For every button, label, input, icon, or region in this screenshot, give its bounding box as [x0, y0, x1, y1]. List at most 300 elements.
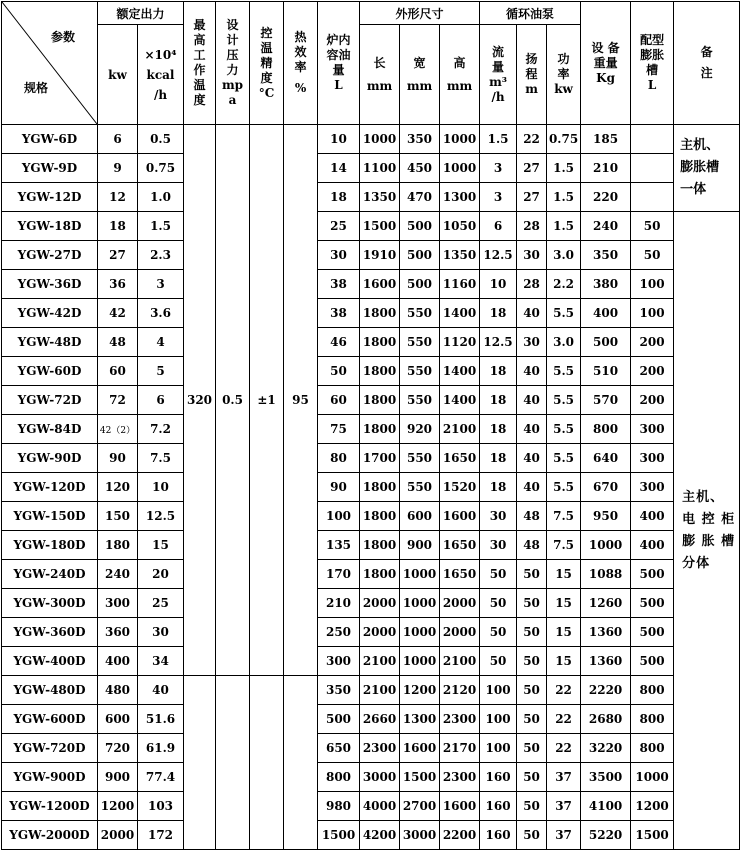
shared-accuracy-lower	[250, 676, 284, 850]
cell-wid: 600	[400, 502, 440, 531]
cell-len: 1350	[360, 183, 400, 212]
table-row	[2, 299, 740, 328]
cell-flow: 50	[480, 647, 517, 676]
cell-tank: 800	[631, 676, 674, 705]
header-design-pressure: 设 计 压 力 mp a	[216, 2, 250, 125]
cell-hgt: 2200	[440, 821, 480, 850]
cell-kw: 18	[98, 212, 138, 241]
cell-weight: 570	[581, 386, 631, 415]
cell-len: 4200	[360, 821, 400, 850]
cell-hgt: 1650	[440, 444, 480, 473]
cell-kcal: 4	[138, 328, 184, 357]
cell-len: 2000	[360, 618, 400, 647]
cell-model: YGW-12D	[2, 183, 98, 212]
cell-kcal: 1.5	[138, 212, 184, 241]
cell-kcal: 2.3	[138, 241, 184, 270]
cell-oil: 300	[318, 647, 360, 676]
cell-model: YGW-150D	[2, 502, 98, 531]
cell-oil: 25	[318, 212, 360, 241]
table-row	[2, 560, 740, 589]
table-row	[2, 763, 740, 792]
cell-head: 40	[517, 473, 547, 502]
cell-kw: 900	[98, 763, 138, 792]
shared-pressure-lower	[216, 676, 250, 850]
cell-flow: 3	[480, 183, 517, 212]
cell-len: 1800	[360, 357, 400, 386]
header-kcal: ×10⁴ kcal /h	[138, 25, 184, 125]
cell-hgt: 1400	[440, 386, 480, 415]
cell-oil: 135	[318, 531, 360, 560]
cell-model: YGW-90D	[2, 444, 98, 473]
cell-power: 37	[547, 763, 581, 792]
cell-kcal: 25	[138, 589, 184, 618]
cell-hgt: 1520	[440, 473, 480, 502]
cell-oil: 18	[318, 183, 360, 212]
header-width: 宽 mm	[400, 25, 440, 125]
header-kw: kw	[98, 25, 138, 125]
cell-flow: 18	[480, 299, 517, 328]
cell-kw: 12	[98, 183, 138, 212]
cell-oil: 800	[318, 763, 360, 792]
cell-weight: 1088	[581, 560, 631, 589]
cell-len: 1800	[360, 299, 400, 328]
cell-flow: 50	[480, 618, 517, 647]
cell-tank: 300	[631, 415, 674, 444]
table-row	[2, 357, 740, 386]
cell-model: YGW-48D	[2, 328, 98, 357]
cell-tank: 100	[631, 270, 674, 299]
cell-head: 40	[517, 386, 547, 415]
cell-oil: 210	[318, 589, 360, 618]
cell-len: 1800	[360, 415, 400, 444]
cell-len: 2000	[360, 589, 400, 618]
cell-tank: 500	[631, 618, 674, 647]
header-weight: 设 备 重量 Kg	[581, 2, 631, 125]
cell-oil: 250	[318, 618, 360, 647]
cell-weight: 800	[581, 415, 631, 444]
cell-kw: 90	[98, 444, 138, 473]
shared-efficiency-lower	[284, 676, 318, 850]
cell-tank: 50	[631, 212, 674, 241]
cell-model: YGW-120D	[2, 473, 98, 502]
cell-wid: 470	[400, 183, 440, 212]
header-length: 长 mm	[360, 25, 400, 125]
cell-oil: 170	[318, 560, 360, 589]
cell-power: 5.5	[547, 386, 581, 415]
cell-len: 1100	[360, 154, 400, 183]
cell-hgt: 1400	[440, 357, 480, 386]
cell-hgt: 2100	[440, 647, 480, 676]
table-row	[2, 415, 740, 444]
cell-flow: 100	[480, 705, 517, 734]
cell-hgt: 1160	[440, 270, 480, 299]
table-row	[2, 589, 740, 618]
cell-kw: 27	[98, 241, 138, 270]
cell-power: 1.5	[547, 183, 581, 212]
header-rated-output: 额定出力	[98, 2, 184, 25]
cell-power: 15	[547, 647, 581, 676]
cell-flow: 18	[480, 386, 517, 415]
cell-oil: 1500	[318, 821, 360, 850]
cell-flow: 50	[480, 560, 517, 589]
cell-model: YGW-9D	[2, 154, 98, 183]
cell-weight: 640	[581, 444, 631, 473]
cell-power: 0.75	[547, 125, 581, 154]
header-spec: 规格	[24, 81, 49, 95]
cell-kw: 150	[98, 502, 138, 531]
cell-oil: 46	[318, 328, 360, 357]
cell-weight: 1360	[581, 618, 631, 647]
cell-tank: 500	[631, 647, 674, 676]
table-row	[2, 618, 740, 647]
cell-model: YGW-360D	[2, 618, 98, 647]
cell-kcal: 12.5	[138, 502, 184, 531]
table-row	[2, 386, 740, 415]
cell-power: 7.5	[547, 531, 581, 560]
cell-model: YGW-42D	[2, 299, 98, 328]
cell-hgt: 1050	[440, 212, 480, 241]
cell-weight: 400	[581, 299, 631, 328]
cell-head: 27	[517, 154, 547, 183]
cell-len: 1000	[360, 125, 400, 154]
cell-kw: 360	[98, 618, 138, 647]
cell-power: 22	[547, 734, 581, 763]
cell-hgt: 2100	[440, 415, 480, 444]
cell-oil: 75	[318, 415, 360, 444]
cell-wid: 550	[400, 328, 440, 357]
table-row	[2, 502, 740, 531]
cell-head: 50	[517, 763, 547, 792]
cell-head: 50	[517, 792, 547, 821]
cell-power: 3.0	[547, 328, 581, 357]
cell-hgt: 1400	[440, 299, 480, 328]
cell-oil: 30	[318, 241, 360, 270]
cell-len: 2660	[360, 705, 400, 734]
cell-power: 5.5	[547, 415, 581, 444]
cell-wid: 1000	[400, 589, 440, 618]
cell-tank: 800	[631, 705, 674, 734]
cell-weight: 5220	[581, 821, 631, 850]
cell-model: YGW-480D	[2, 676, 98, 705]
cell-power: 22	[547, 676, 581, 705]
cell-flow: 100	[480, 676, 517, 705]
header-flow: 流 量 m³ /h	[480, 25, 517, 125]
cell-head: 48	[517, 502, 547, 531]
cell-len: 1500	[360, 212, 400, 241]
cell-kcal: 3.6	[138, 299, 184, 328]
cell-flow: 18	[480, 473, 517, 502]
cell-kw: 60	[98, 357, 138, 386]
header-tank: 配型 膨胀 槽 L	[631, 2, 674, 125]
cell-wid: 500	[400, 212, 440, 241]
header-max-temp: 最 高 工 作 温 度	[184, 2, 216, 125]
table-row	[2, 705, 740, 734]
cell-hgt: 2120	[440, 676, 480, 705]
cell-power: 7.5	[547, 502, 581, 531]
cell-kw: 48	[98, 328, 138, 357]
cell-tank: 500	[631, 560, 674, 589]
cell-wid: 920	[400, 415, 440, 444]
cell-model: YGW-18D	[2, 212, 98, 241]
cell-model: YGW-36D	[2, 270, 98, 299]
cell-flow: 1.5	[480, 125, 517, 154]
table-row	[2, 154, 740, 183]
cell-kcal: 40	[138, 676, 184, 705]
cell-tank: 200	[631, 357, 674, 386]
spec-table	[1, 1, 740, 850]
cell-hgt: 1120	[440, 328, 480, 357]
cell-tank: 400	[631, 531, 674, 560]
cell-hgt: 2000	[440, 589, 480, 618]
cell-weight: 240	[581, 212, 631, 241]
cell-tank: 800	[631, 734, 674, 763]
shared-max_temp: 320	[184, 125, 216, 676]
cell-wid: 500	[400, 241, 440, 270]
cell-len: 1800	[360, 386, 400, 415]
cell-len: 1800	[360, 328, 400, 357]
table-row	[2, 647, 740, 676]
header-power: 功 率 kw	[547, 25, 581, 125]
cell-head: 50	[517, 821, 547, 850]
cell-kw: 2000	[98, 821, 138, 850]
cell-model: YGW-72D	[2, 386, 98, 415]
cell-tank: 1500	[631, 821, 674, 850]
cell-head: 40	[517, 357, 547, 386]
cell-hgt: 2300	[440, 705, 480, 734]
cell-wid: 450	[400, 154, 440, 183]
cell-model: YGW-60D	[2, 357, 98, 386]
cell-kcal: 77.4	[138, 763, 184, 792]
table-row	[2, 531, 740, 560]
table-row	[2, 241, 740, 270]
cell-model: YGW-400D	[2, 647, 98, 676]
cell-model: YGW-180D	[2, 531, 98, 560]
cell-power: 37	[547, 792, 581, 821]
cell-len: 1800	[360, 531, 400, 560]
cell-head: 40	[517, 444, 547, 473]
header-dimensions: 外形尺寸	[360, 2, 480, 25]
cell-weight: 220	[581, 183, 631, 212]
cell-kw: 180	[98, 531, 138, 560]
cell-kcal: 51.6	[138, 705, 184, 734]
cell-oil: 50	[318, 357, 360, 386]
cell-oil: 38	[318, 299, 360, 328]
cell-hgt: 2300	[440, 763, 480, 792]
cell-weight: 1360	[581, 647, 631, 676]
cell-len: 1700	[360, 444, 400, 473]
diagonal-line	[2, 2, 97, 124]
cell-kw: 36	[98, 270, 138, 299]
cell-head: 22	[517, 125, 547, 154]
cell-hgt: 1000	[440, 154, 480, 183]
cell-wid: 500	[400, 270, 440, 299]
header-pump: 循环油泵	[480, 2, 581, 25]
header-remark: 备 注	[674, 2, 740, 125]
cell-kw: 9	[98, 154, 138, 183]
cell-flow: 18	[480, 415, 517, 444]
cell-model: YGW-240D	[2, 560, 98, 589]
cell-weight: 2220	[581, 676, 631, 705]
table-row	[2, 444, 740, 473]
cell-tank: 300	[631, 444, 674, 473]
cell-weight: 500	[581, 328, 631, 357]
cell-wid: 350	[400, 125, 440, 154]
cell-oil: 10	[318, 125, 360, 154]
cell-head: 50	[517, 589, 547, 618]
cell-model: YGW-1200D	[2, 792, 98, 821]
shared-max_temp-lower	[184, 676, 216, 850]
cell-head: 40	[517, 299, 547, 328]
table-row	[2, 473, 740, 502]
cell-flow: 160	[480, 821, 517, 850]
remark-separate: 主机、 电 控 柜 膨 胀 槽 分体	[674, 212, 740, 850]
header-diagonal-cell	[2, 2, 98, 125]
cell-kw: 72	[98, 386, 138, 415]
cell-len: 1800	[360, 473, 400, 502]
cell-power: 3.0	[547, 241, 581, 270]
cell-model: YGW-84D	[2, 415, 98, 444]
cell-power: 5.5	[547, 357, 581, 386]
cell-head: 50	[517, 647, 547, 676]
cell-flow: 6	[480, 212, 517, 241]
cell-kcal: 7.2	[138, 415, 184, 444]
cell-wid: 550	[400, 386, 440, 415]
shared-accuracy: ±1	[250, 125, 284, 676]
cell-flow: 18	[480, 357, 517, 386]
cell-wid: 550	[400, 357, 440, 386]
cell-tank	[631, 183, 674, 212]
cell-model: YGW-600D	[2, 705, 98, 734]
cell-oil: 980	[318, 792, 360, 821]
cell-wid: 3000	[400, 821, 440, 850]
cell-tank: 1200	[631, 792, 674, 821]
cell-power: 5.5	[547, 299, 581, 328]
cell-len: 1910	[360, 241, 400, 270]
cell-kw: 120	[98, 473, 138, 502]
cell-wid: 1500	[400, 763, 440, 792]
cell-kw: 42	[98, 299, 138, 328]
cell-head: 50	[517, 734, 547, 763]
cell-len: 2100	[360, 676, 400, 705]
cell-flow: 18	[480, 444, 517, 473]
cell-power: 1.5	[547, 154, 581, 183]
cell-head: 50	[517, 618, 547, 647]
cell-weight: 380	[581, 270, 631, 299]
cell-flow: 100	[480, 734, 517, 763]
cell-len: 3000	[360, 763, 400, 792]
cell-wid: 2700	[400, 792, 440, 821]
cell-weight: 350	[581, 241, 631, 270]
cell-model: YGW-2000D	[2, 821, 98, 850]
cell-kcal: 172	[138, 821, 184, 850]
cell-weight: 1260	[581, 589, 631, 618]
cell-head: 28	[517, 212, 547, 241]
cell-wid: 1000	[400, 560, 440, 589]
cell-tank: 200	[631, 328, 674, 357]
table-row	[2, 328, 740, 357]
cell-kw: 400	[98, 647, 138, 676]
cell-tank	[631, 125, 674, 154]
table-row	[2, 125, 740, 154]
cell-wid: 1600	[400, 734, 440, 763]
header-head: 扬 程 m	[517, 25, 547, 125]
cell-tank: 300	[631, 473, 674, 502]
cell-head: 28	[517, 270, 547, 299]
cell-flow: 12.5	[480, 241, 517, 270]
cell-kcal: 103	[138, 792, 184, 821]
cell-kcal: 10	[138, 473, 184, 502]
cell-model: YGW-27D	[2, 241, 98, 270]
cell-wid: 1200	[400, 676, 440, 705]
header-thermal-efficiency: 热 效 率 %	[284, 2, 318, 125]
cell-kw: 1200	[98, 792, 138, 821]
cell-oil: 38	[318, 270, 360, 299]
cell-oil: 650	[318, 734, 360, 763]
cell-oil: 90	[318, 473, 360, 502]
cell-oil: 350	[318, 676, 360, 705]
cell-len: 2300	[360, 734, 400, 763]
cell-weight: 4100	[581, 792, 631, 821]
header-param: 参数	[50, 30, 75, 44]
cell-power: 1.5	[547, 212, 581, 241]
cell-wid: 550	[400, 299, 440, 328]
cell-hgt: 2170	[440, 734, 480, 763]
cell-power: 15	[547, 560, 581, 589]
table-row	[2, 270, 740, 299]
cell-len: 4000	[360, 792, 400, 821]
cell-oil: 14	[318, 154, 360, 183]
cell-power: 2.2	[547, 270, 581, 299]
cell-weight: 3500	[581, 763, 631, 792]
cell-kw: 300	[98, 589, 138, 618]
header-height: 高 mm	[440, 25, 480, 125]
remark-integrated: 主机、 膨胀槽 一体	[674, 125, 740, 212]
cell-wid: 550	[400, 444, 440, 473]
cell-head: 50	[517, 676, 547, 705]
cell-kcal: 1.0	[138, 183, 184, 212]
cell-power: 37	[547, 821, 581, 850]
cell-oil: 500	[318, 705, 360, 734]
shared-efficiency: 95	[284, 125, 318, 676]
cell-weight: 670	[581, 473, 631, 502]
cell-len: 1600	[360, 270, 400, 299]
shared-pressure: 0.5	[216, 125, 250, 676]
cell-flow: 30	[480, 531, 517, 560]
cell-model: YGW-900D	[2, 763, 98, 792]
cell-wid: 550	[400, 473, 440, 502]
cell-kcal: 7.5	[138, 444, 184, 473]
cell-hgt: 1650	[440, 560, 480, 589]
cell-kcal: 20	[138, 560, 184, 589]
cell-model: YGW-6D	[2, 125, 98, 154]
cell-kcal: 30	[138, 618, 184, 647]
cell-kw: 480	[98, 676, 138, 705]
cell-kw: 720	[98, 734, 138, 763]
cell-flow: 10	[480, 270, 517, 299]
cell-power: 5.5	[547, 473, 581, 502]
cell-hgt: 1350	[440, 241, 480, 270]
table-row	[2, 676, 740, 705]
cell-wid: 1000	[400, 618, 440, 647]
cell-head: 30	[517, 241, 547, 270]
cell-head: 48	[517, 531, 547, 560]
table-row	[2, 212, 740, 241]
cell-oil: 60	[318, 386, 360, 415]
cell-model: YGW-300D	[2, 589, 98, 618]
cell-weight: 950	[581, 502, 631, 531]
cell-head: 40	[517, 415, 547, 444]
cell-kcal: 5	[138, 357, 184, 386]
